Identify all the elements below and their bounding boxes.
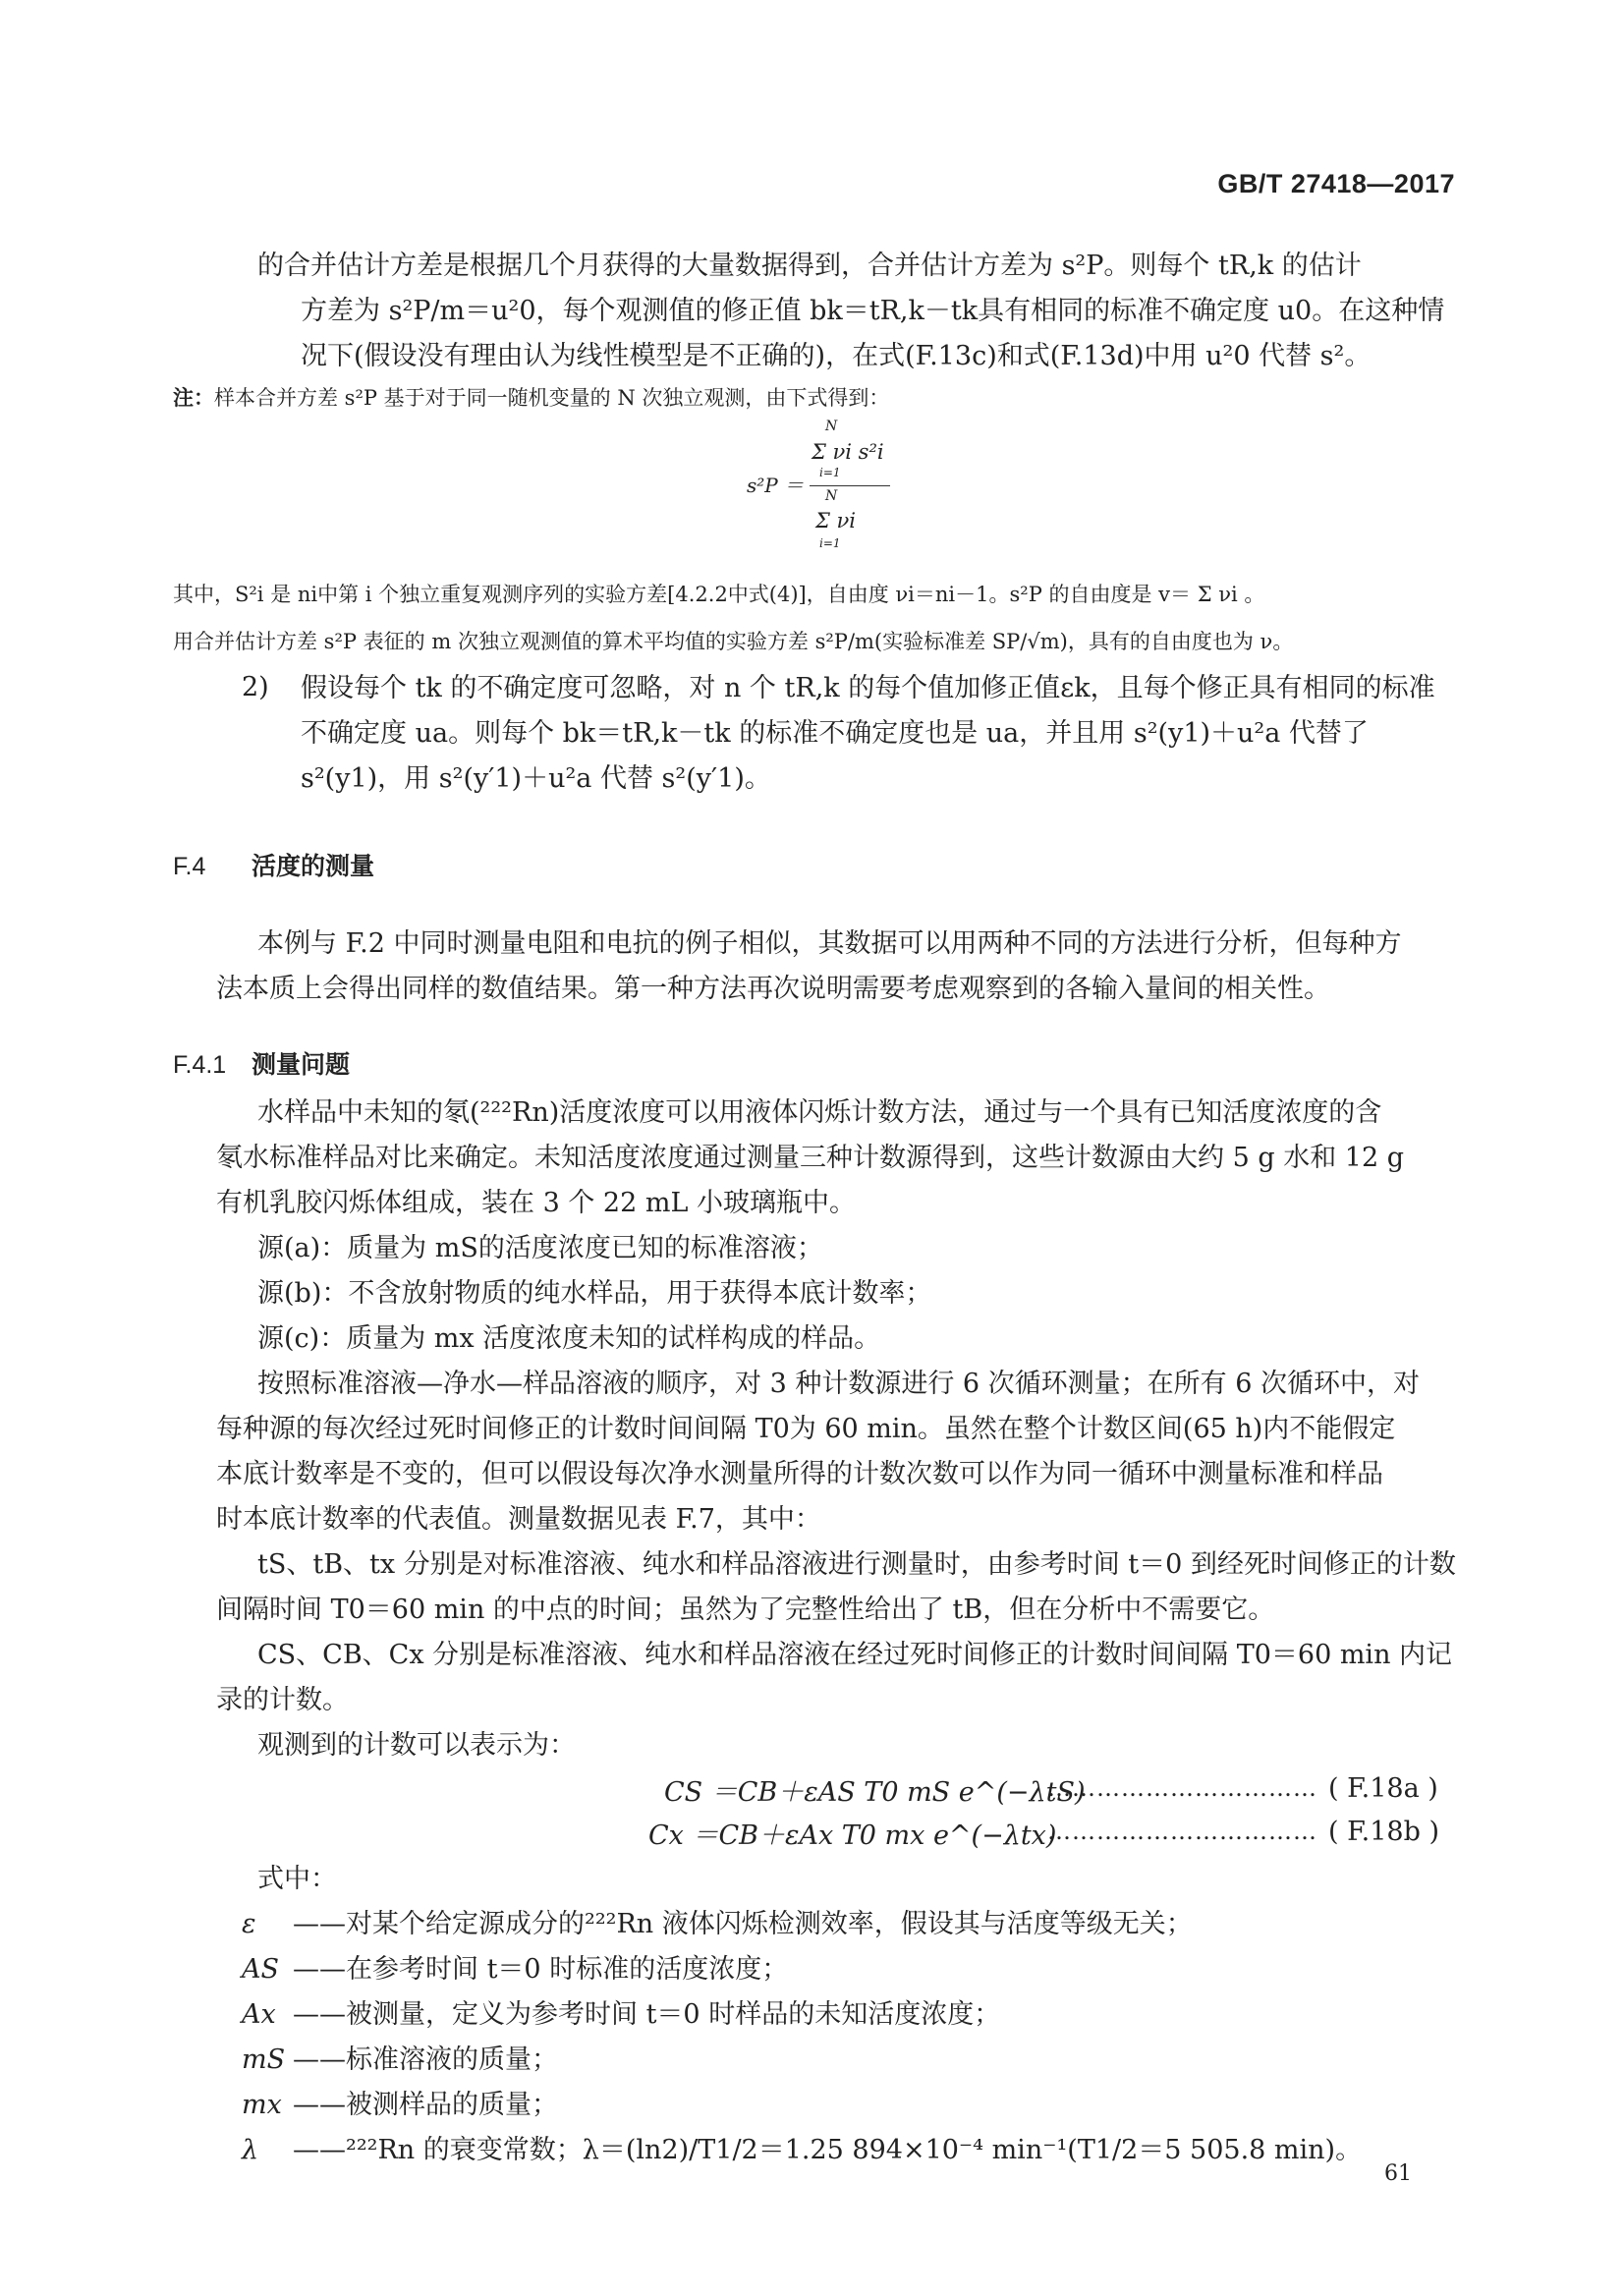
note-line-2: 其中，S²i 是 ni中第 i 个独立重复观测序列的实验方差[4.2.2中式(4)]，自由度 νi＝ni－1。s²P 的自由度是 v＝ Σ νi 。	[173, 583, 1265, 606]
problem-p1-line-1: 水样品中未知的氡(²²²Rn)活度浓度可以用液体闪烁计数方法，通过与一个具有已知活度浓度的含	[257, 1097, 1382, 1128]
item-2-line-1: 假设每个 tk 的不确定度可忽略，对 n 个 tR,k 的每个值加修正值εk，且每个修正具有相同的标准	[301, 673, 1435, 703]
section-title: 活度的测量	[252, 853, 375, 880]
definition-text: ——标准溶液的质量；	[293, 2044, 558, 2075]
problem-p1-line-3: 有机乳胶闪烁体组成，装在 3 个 22 mL 小玻璃瓶中。	[216, 1188, 856, 1218]
observed-counts-label: 观测到的计数可以表示为：	[257, 1730, 576, 1761]
formula-denominator: Σ νi	[815, 509, 857, 532]
subsection-title: 测量问题	[252, 1051, 351, 1079]
sum-upper-den: N	[825, 488, 838, 504]
intro-line-3: 况下(假设没有理由认为线性模型是不正确的)，在式(F.13c)和式(F.13d)中用 u²0 代替 s²。	[301, 341, 1372, 371]
problem-p4-line-2: 录的计数。	[216, 1685, 349, 1715]
equation-f18a-label: ( F.18a )	[1328, 1773, 1438, 1804]
problem-p2-line-1: 按照标准溶液—净水—样品溶液的顺序，对 3 种计数源进行 6 次循环测量；在所有 6 次循环中，对	[257, 1369, 1421, 1399]
problem-p3-line-2: 间隔时间 T0＝60 min 的中点的时间；虽然为了完整性给出了 tB，但在分析中不需要它。	[216, 1595, 1275, 1625]
note-line-1	[173, 383, 1456, 414]
section-number: F.4	[173, 853, 206, 880]
problem-p2-line-2: 每种源的每次经过死时间修正的计数时间间隔 T0为 60 min。虽然在整个计数区间(65 h)内不能假定	[216, 1414, 1396, 1444]
definition-text: ——在参考时间 t＝0 时标准的活度浓度；	[293, 1954, 789, 1985]
equation-f18b: Cx ＝CB＋εAx T0 mx e^(−λtx)	[648, 1820, 1057, 1851]
sum-lower-num: i=1	[819, 466, 841, 479]
definition-ms	[242, 2040, 558, 2081]
problem-p2-line-4: 时本底计数率的代表值。测量数据见表 F.7，其中：	[216, 1504, 821, 1535]
formula-numerator: Σ νi s²i	[812, 440, 884, 464]
formula-lhs: s²P ＝	[747, 474, 805, 497]
definition-mx	[242, 2085, 558, 2126]
definition-symbol: λ	[242, 2135, 259, 2165]
definition-symbol: AS	[242, 1954, 279, 1985]
equation-f18a: CS ＝CB＋εAS T0 mS e^(−λtS)	[664, 1777, 1086, 1808]
sum-lower-den: i=1	[819, 536, 841, 550]
definition-epsilon	[242, 1904, 1193, 1945]
definition-text: ——²²²Rn 的衰变常数；λ＝(ln2)/T1/2＝1.25 894×10⁻⁴ min⁻¹(T1/2＝5 505.8 min)。	[293, 2135, 1363, 2165]
where-label: 式中：	[257, 1864, 337, 1894]
intro-line-2: 方差为 s²P/m＝u²0，每个观测值的修正值 bk＝tR,k－tk具有相同的标准不确定度 u0。在这种情	[301, 296, 1445, 326]
intro-line-1: 的合并估计方差是根据几个月获得的大量数据得到，合并估计方差为 s²P。则每个 tR,k 的估计	[257, 251, 1362, 281]
subsection-number: F.4.1	[173, 1051, 227, 1079]
definition-text: ——对某个给定源成分的²²²Rn 液体闪烁检测效率，假设其与活度等级无关；	[293, 1909, 1193, 1939]
note-text: 样本合并方差 s²P 基于对于同一随机变量的 N 次独立观测，由下式得到：	[214, 386, 890, 410]
fraction-bar	[810, 485, 890, 486]
problem-p4-line-1: CS、CB、Cx 分别是标准溶液、纯水和样品溶液在经过死时间修正的计数时间间隔 T0＝60 min 内记	[257, 1640, 1453, 1670]
section-heading-f4	[173, 847, 374, 882]
item-2-number: 2)	[242, 672, 269, 702]
problem-p1-line-2: 氡水标准样品对比来确定。未知活度浓度通过测量三种计数源得到，这些计数源由大约 5 g 水和 12 g	[216, 1143, 1405, 1173]
problem-p3-line-1: tS、tB、tx 分别是对标准溶液、纯水和样品溶液进行测量时，由参考时间 t＝0 到经死时间修正的计数	[257, 1549, 1456, 1580]
item-2-line-2: 不确定度 ua。则每个 bk＝tR,k－tk 的标准不确定度也是 ua，并且用 s²(y1)＋u²a 代替了	[301, 718, 1369, 749]
note-line-3: 用合并估计方差 s²P 表征的 m 次独立观测值的算术平均值的实验方差 s²P/m(实验标准差 SP/√m)，具有的自由度也为 ν。	[173, 630, 1294, 653]
f4-para-line-1: 本例与 F.2 中同时测量电阻和电抗的例子相似，其数据可以用两种不同的方法进行分析，但每种方	[257, 928, 1402, 959]
definition-ax	[242, 1994, 1000, 2036]
equation-f18b-label: ( F.18b )	[1328, 1817, 1439, 1847]
standard-code: GB/T 27418—2017	[1217, 169, 1455, 198]
source-c: 源(c)：质量为 mx 活度浓度未知的试样构成的样品。	[257, 1323, 881, 1354]
definition-text: ——被测量，定义为参考时间 t＝0 时样品的未知活度浓度；	[293, 1999, 1001, 2030]
sum-upper-num: N	[825, 419, 838, 434]
definition-lambda	[242, 2130, 1362, 2171]
definition-symbol: Ax	[242, 1999, 276, 2030]
note-label: 注：	[173, 387, 214, 410]
page-number: 61	[1384, 2161, 1412, 2186]
definition-symbol: ε	[242, 1909, 256, 1939]
source-b: 源(b)：不含放射物质的纯水样品，用于获得本底计数率；	[257, 1278, 932, 1309]
equation-f18b-leader: ……………………………	[1047, 1818, 1317, 1845]
item-2-line-3: s²(y1)，用 s²(y′1)＋u²a 代替 s²(y′1)。	[301, 763, 771, 794]
definition-as	[242, 1949, 788, 1990]
f4-para-line-2: 法本质上会得出同样的数值结果。第一种方法再次说明需要考虑观察到的各输入量间的相关性。	[216, 974, 1330, 1004]
equation-f18a-leader: ……………………………	[1047, 1774, 1317, 1802]
definition-symbol: mS	[242, 2044, 286, 2075]
definition-symbol: mx	[242, 2090, 282, 2120]
section-heading-f41	[173, 1045, 350, 1081]
problem-p2-line-3: 本底计数率是不变的，但可以假设每次净水测量所得的计数次数可以作为同一循环中测量标准和样品	[216, 1459, 1383, 1489]
source-a: 源(a)：质量为 mS的活度浓度已知的标准溶液；	[257, 1233, 823, 1263]
definition-text: ——被测样品的质量；	[293, 2090, 558, 2120]
